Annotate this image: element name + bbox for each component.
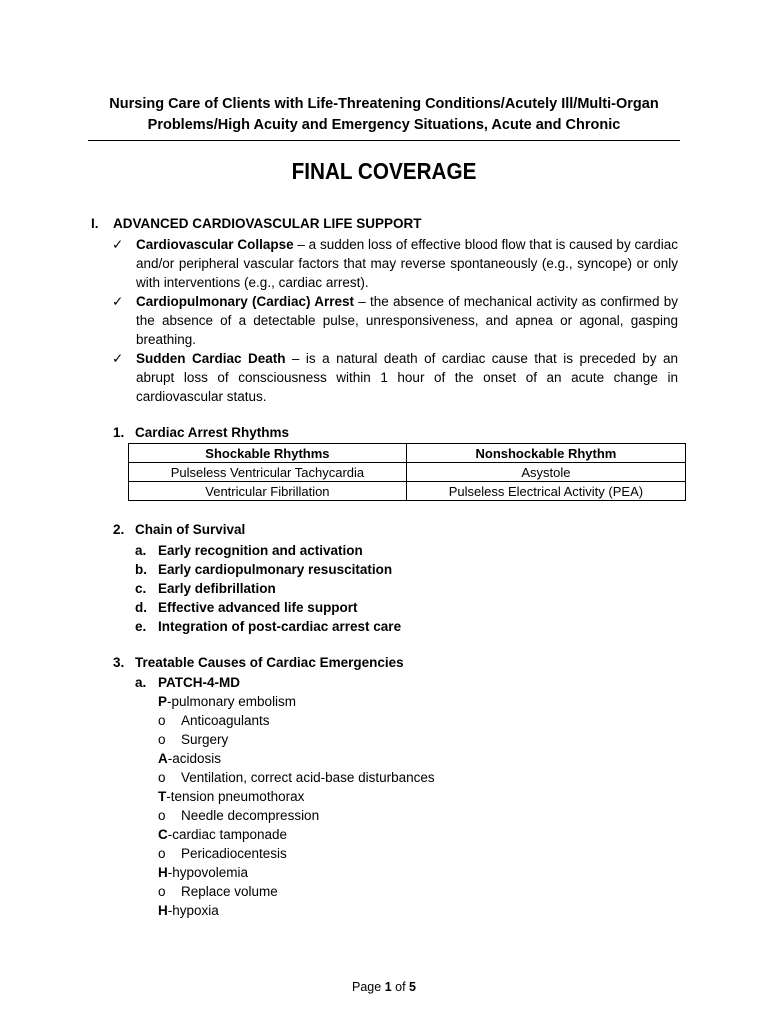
item-number: 2. — [113, 522, 125, 537]
treatment-text: Anticoagulants — [181, 713, 270, 728]
cause-item — [158, 749, 435, 768]
treatment-text: Replace volume — [181, 884, 278, 899]
list-text: Integration of post-cardiac arrest care — [158, 619, 402, 634]
cause-letter: H — [158, 865, 168, 880]
list-text: Early recognition and activation — [158, 543, 363, 558]
table-header-cell: Nonshockable Rhythm — [406, 444, 685, 463]
item-label: Chain of Survival — [135, 522, 246, 537]
treatment-item — [158, 844, 435, 863]
table-row — [129, 482, 686, 501]
definition-item — [112, 349, 678, 406]
list-letter: a. — [135, 543, 147, 558]
header-line-2: Problems/High Acuity and Emergency Situations, Acute and Chronic — [147, 117, 621, 133]
cause-letter: C — [158, 827, 168, 842]
list-text: PATCH-4-MD — [158, 675, 240, 690]
check-mark-icon: ✓ — [112, 294, 124, 309]
cause-item — [158, 825, 435, 844]
footer-prefix: Page — [352, 980, 385, 994]
cause-text: -hypovolemia — [167, 865, 249, 880]
cause-item — [158, 787, 435, 806]
treatment-item — [158, 768, 435, 787]
cause-item — [158, 901, 435, 920]
table-cell: Pulseless Ventricular Tachycardia — [129, 463, 407, 482]
bullet-icon: o — [158, 732, 166, 747]
item-number: 1. — [113, 425, 125, 440]
section-heading — [91, 216, 422, 231]
total-page-count: 5 — [409, 980, 416, 994]
footer-of: of — [391, 980, 410, 994]
bullet-icon: o — [158, 770, 166, 785]
list-item — [135, 541, 401, 560]
list-item — [135, 617, 401, 636]
list-letter: d. — [135, 600, 147, 615]
treatment-item — [158, 730, 435, 749]
cause-text: -pulmonary embolism — [167, 694, 297, 709]
list-text: Early defibrillation — [158, 581, 276, 596]
cause-item — [158, 863, 435, 882]
cause-letter: A — [158, 751, 168, 766]
check-mark-icon: ✓ — [112, 237, 124, 252]
treatment-text: Surgery — [181, 732, 229, 747]
section-number: I. — [91, 216, 99, 231]
list-item — [135, 673, 240, 692]
cause-letter: P — [158, 694, 168, 709]
item-heading-chain-of-survival — [113, 522, 245, 537]
bullet-icon: o — [158, 884, 166, 899]
table-header-cell: Shockable Rhythms — [129, 444, 407, 463]
document-header — [88, 94, 680, 141]
item-label: Treatable Causes of Cardiac Emergencies — [135, 655, 404, 670]
list-letter: c. — [135, 581, 147, 596]
item-heading-treatable-causes — [113, 655, 404, 670]
list-item — [135, 579, 401, 598]
table-cell: Asystole — [406, 463, 685, 482]
definition-text: – a sudden loss of effective blood flow that is caused by cardiac and/or peripheral vascular factors that may reverse spontaneously (e.g., syncope) or only with interventions (e.g., cardiac arrest). — [136, 237, 678, 290]
list-letter: a. — [135, 675, 147, 690]
table-cell: Ventricular Fibrillation — [129, 482, 407, 501]
patch-heading — [135, 673, 240, 692]
section-label: ADVANCED CARDIOVASCULAR LIFE SUPPORT — [113, 216, 422, 231]
definition-item — [112, 292, 678, 349]
bullet-icon: o — [158, 808, 166, 823]
cause-item — [158, 692, 435, 711]
definition-term: Cardiovascular Collapse — [136, 237, 294, 252]
list-letter: e. — [135, 619, 147, 634]
item-number: 3. — [113, 655, 125, 670]
table-row — [129, 463, 686, 482]
treatment-item — [158, 806, 435, 825]
table-header-row — [129, 444, 686, 463]
header-line-1: Nursing Care of Clients with Life-Threatening Conditions/Acutely Ill/Multi-Organ — [109, 96, 659, 112]
cause-text: -tension pneumothorax — [166, 789, 305, 804]
bullet-icon: o — [158, 713, 166, 728]
item-label: Cardiac Arrest Rhythms — [135, 425, 290, 440]
check-mark-icon: ✓ — [112, 351, 124, 366]
cause-text: -acidosis — [167, 751, 222, 766]
definition-term: Sudden Cardiac Death — [136, 351, 286, 366]
list-item — [135, 560, 401, 579]
list-letter: b. — [135, 562, 147, 577]
definition-text: – the absence of mechanical activity as confirmed by the absence of a detectable pulse, unresponsiveness, and apnea or agonal, gasping breathing. — [136, 294, 678, 347]
definition-item — [112, 235, 678, 292]
chain-of-survival-list — [135, 541, 401, 636]
cardiac-arrest-rhythms-table — [128, 443, 686, 501]
list-text: Effective advanced life support — [158, 600, 358, 615]
bullet-icon: o — [158, 846, 166, 861]
patch-causes-list — [158, 692, 435, 920]
treatment-text: Ventilation, correct acid-base disturbances — [181, 770, 435, 785]
definition-text: – is a natural death of cardiac cause that is preceded by an abrupt loss of consciousness within 1 hour of the onset of an acute change in cardiovascular status. — [136, 351, 678, 404]
definition-term: Cardiopulmonary (Cardiac) Arrest — [136, 294, 355, 309]
treatment-item — [158, 711, 435, 730]
list-text: Early cardiopulmonary resuscitation — [158, 562, 393, 577]
treatment-item — [158, 882, 435, 901]
item-heading-cardiac-arrest-rhythms — [113, 425, 289, 440]
cause-letter: H — [158, 903, 168, 918]
list-item — [135, 598, 401, 617]
table-cell: Pulseless Electrical Activity (PEA) — [406, 482, 685, 501]
cause-text: -cardiac tamponade — [167, 827, 288, 842]
page-title: FINAL COVERAGE — [291, 158, 477, 184]
treatment-text: Pericadiocentesis — [181, 846, 287, 861]
definition-list — [112, 235, 678, 406]
page-footer — [0, 980, 768, 994]
treatment-text: Needle decompression — [181, 808, 320, 823]
cause-letter: T — [158, 789, 167, 804]
current-page-number: 1 — [384, 980, 392, 994]
cause-text: -hypoxia — [167, 903, 219, 918]
